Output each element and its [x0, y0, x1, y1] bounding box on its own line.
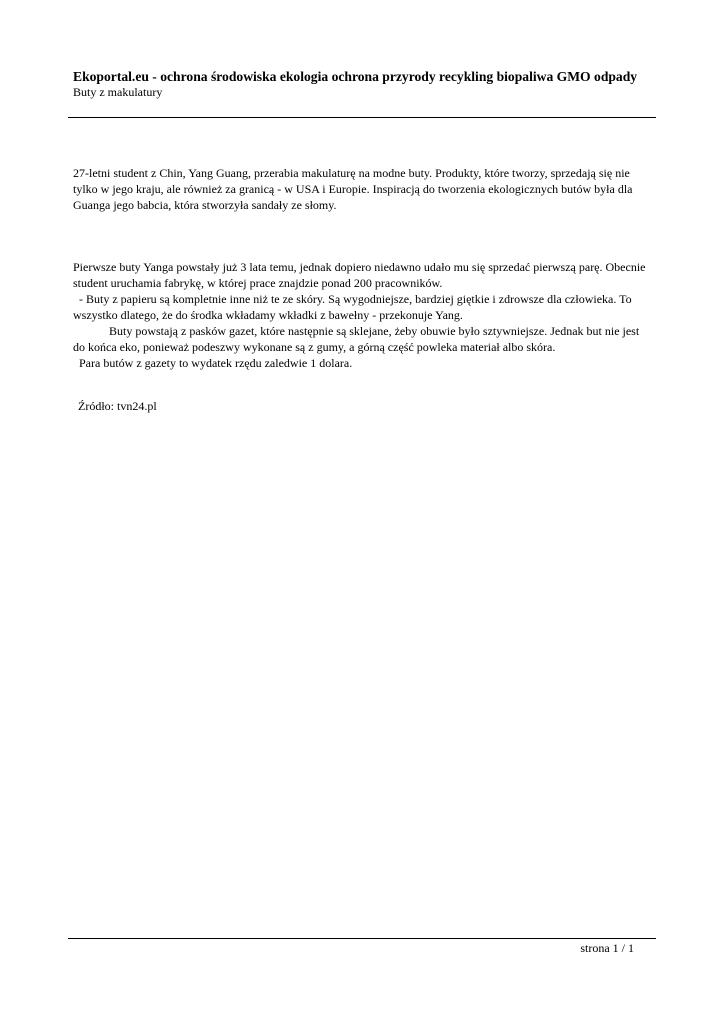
- text-line: Para butów z gazety to wydatek rzędu zaledwie 1 dolara.: [73, 356, 353, 370]
- footer-divider: [68, 938, 656, 939]
- article-title: Buty z makulatury: [73, 85, 163, 99]
- text-line: Pierwsze buty Yanga powstały już 3 lata temu, jednak dopiero niedawno udało mu się sprzedać pierwszą parę. Obecnie: [73, 260, 646, 274]
- text-line: wszystko dlatego, że do środka wkładamy wkładki z bawełny - przekonuje Yang.: [73, 308, 463, 322]
- text-line: 27-letni student z Chin, Yang Guang, przerabia makulaturę na modne buty. Produkty, które tworzy, sprzedają się nie: [73, 166, 630, 180]
- text-line: Guanga jego babcia, która stworzyła sandały ze słomy.: [73, 198, 337, 212]
- text-line: Buty powstają z pasków gazet, które następnie są sklejane, żeby obuwie było sztywniejsze. Jednak but nie jest: [73, 324, 640, 338]
- page-header: [73, 68, 658, 100]
- paragraph-2: [73, 259, 658, 371]
- text-line: do końca eko, ponieważ podeszwy wykonane są z gumy, a górną część powleka materiał albo skóra.: [73, 340, 556, 354]
- text-line: student uruchamia fabrykę, w której prace znajdzie ponad 200 pracowników.: [73, 276, 443, 290]
- header-divider: [68, 117, 656, 118]
- text-line: tylko w jego kraju, ale również za granicą - w USA i Europie. Inspiracją do tworzenia ekologicznych butów była dla: [73, 182, 633, 196]
- paragraph-1: [73, 165, 658, 213]
- page-number: strona 1 / 1: [580, 941, 634, 955]
- text-line: - Buty z papieru są kompletnie inne niż te ze skóry. Są wygodniejsze, bardziej giętkie i zdrowsze dla człowieka. To: [73, 292, 632, 306]
- site-title: Ekoportal.eu - ochrona środowiska ekologia ochrona przyrody recykling biopaliwa GMO odpady: [73, 69, 638, 84]
- source-credit: Źródło: tvn24.pl: [78, 399, 157, 413]
